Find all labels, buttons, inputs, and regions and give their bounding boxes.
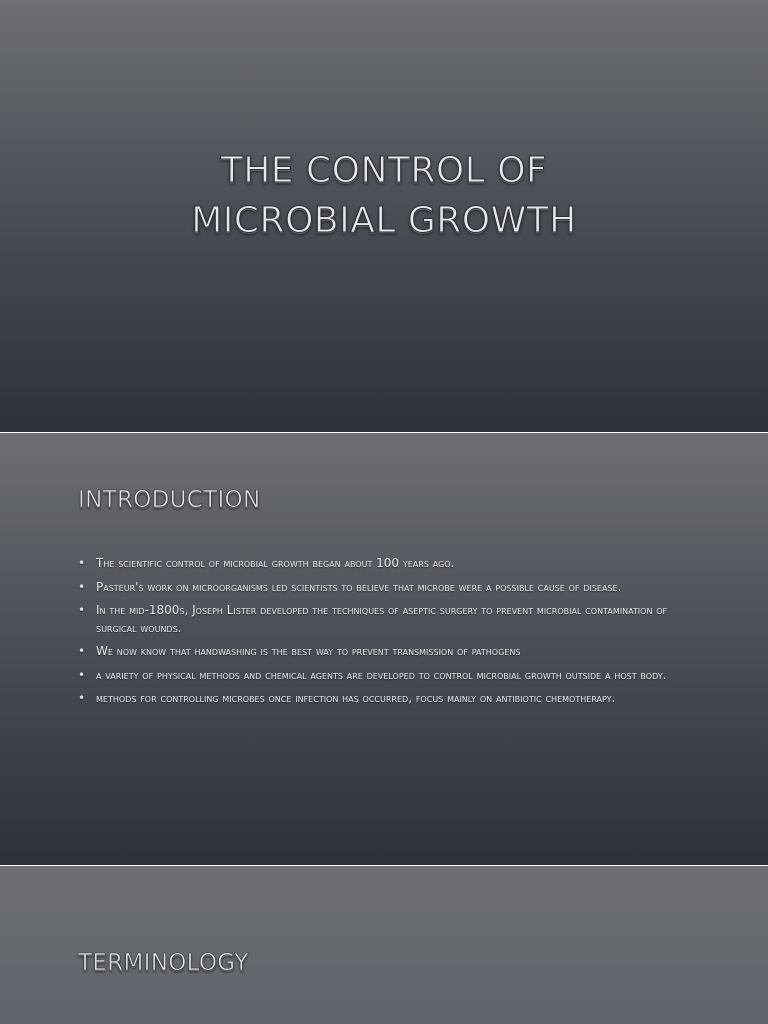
- bullet-text: Pasteur's work on microorganisms led scientists to believe that microbe were a possible cause of disease.: [96, 579, 622, 594]
- bullet-text: In the mid-1800s, Joseph Lister developed the techniques of aseptic surgery to prevent microbial contamination of surgical wounds.: [96, 603, 668, 635]
- bullet-text: We now know that handwashing is the best way to prevent transmission of pathogens: [96, 644, 521, 658]
- slide-terminology: [0, 866, 768, 1024]
- bullet-icon: •: [78, 579, 86, 594]
- introduction-bullet-list: [78, 555, 678, 714]
- slide-introduction: [0, 433, 768, 865]
- bullet-item: [78, 643, 678, 661]
- bullet-icon: •: [78, 691, 86, 705]
- bullet-item: [78, 690, 678, 708]
- bullet-icon: •: [78, 603, 86, 617]
- bullet-item: [78, 579, 678, 597]
- introduction-heading: INTRODUCTION: [78, 487, 261, 513]
- bullet-text: methods for controlling microbes once infection has occurred, focus mainly on antibiotic chemotherapy.: [96, 691, 616, 705]
- bullet-item: [78, 667, 678, 685]
- title-line-1: THE CONTROL OF: [220, 150, 548, 191]
- bullet-icon: •: [78, 667, 86, 682]
- slide-title-heading: [0, 146, 768, 246]
- bullet-icon: •: [78, 556, 86, 570]
- bullet-item: [78, 555, 678, 573]
- terminology-heading: TERMINOLOGY: [78, 950, 249, 976]
- bullet-icon: •: [78, 644, 86, 658]
- bullet-item: [78, 602, 678, 637]
- slide-title: [0, 0, 768, 432]
- bullet-text: The scientific control of microbial growth began about 100 years ago.: [96, 556, 455, 570]
- title-line-2: MICROBIAL GROWTH: [191, 200, 577, 241]
- bullet-text: a variety of physical methods and chemical agents are developed to control microbial growth outside a host body.: [96, 667, 667, 682]
